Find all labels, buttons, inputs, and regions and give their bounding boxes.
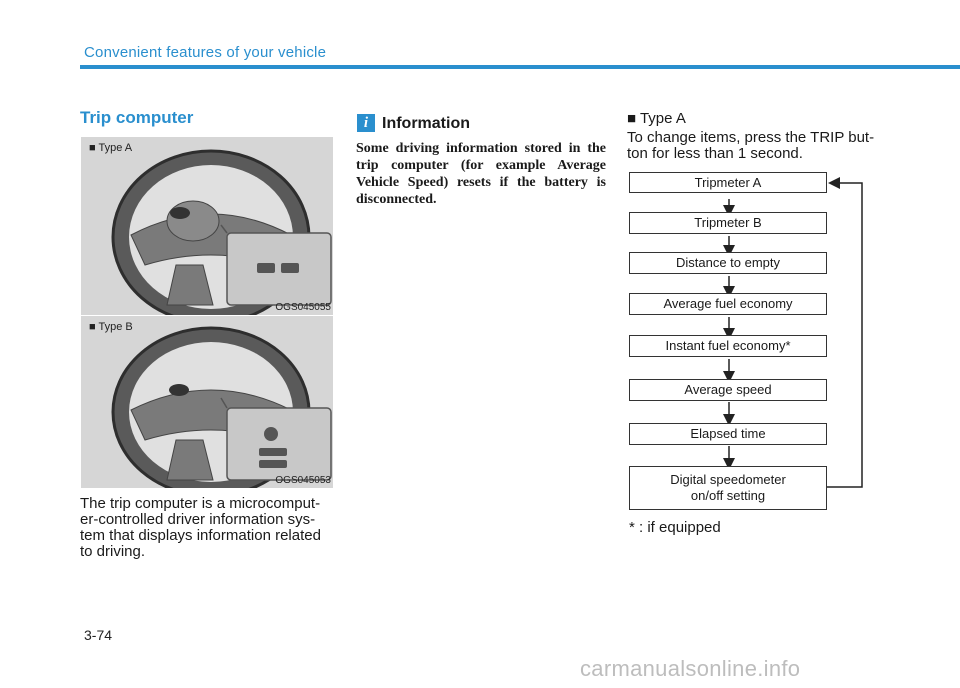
page-number: 3-74 bbox=[84, 627, 113, 643]
instruction-text: To change items, press the TRIP but-ton for less than 1 second. bbox=[627, 129, 875, 162]
footnote: * : if equipped bbox=[629, 519, 721, 536]
flow-item-distance-to-empty: Distance to empty bbox=[629, 252, 827, 274]
flow-item-elapsed-time: Elapsed time bbox=[629, 423, 827, 445]
info-title: Information bbox=[382, 115, 470, 132]
figure-type-b-label: ■ Type B bbox=[89, 321, 133, 333]
info-text: Some driving information stored in the trip computer (for example Average Vehicle Speed) resets if the battery is disconnected. bbox=[356, 141, 606, 207]
flow-item-tripmeter-b: Tripmeter B bbox=[629, 212, 827, 234]
flow-item-average-speed: Average speed bbox=[629, 379, 827, 401]
watermark: carmanualsonline.info bbox=[580, 656, 801, 681]
figure-type-b bbox=[81, 316, 333, 488]
loop-back-arrow bbox=[827, 183, 862, 487]
steering-wheel-a-illustration bbox=[81, 137, 333, 315]
header-title: Convenient features of your vehicle bbox=[84, 44, 327, 61]
header-rule bbox=[80, 65, 960, 69]
info-icon: i bbox=[357, 114, 375, 132]
flow-item-tripmeter-a: Tripmeter A bbox=[629, 172, 827, 193]
flow-item-digital-speedometer: Digital speedometer on/off setting bbox=[629, 466, 827, 510]
flow-item-instant-fuel-economy: Instant fuel economy* bbox=[629, 335, 827, 357]
steering-wheel-b-illustration bbox=[81, 316, 333, 488]
figure-type-a bbox=[81, 137, 333, 315]
figure-type-b-code: OGS045053 bbox=[275, 475, 331, 486]
flow-item-average-fuel-economy: Average fuel economy bbox=[629, 293, 827, 315]
section-title: Trip computer bbox=[80, 108, 194, 127]
body-text: The trip computer is a microcomput-er-controlled driver information sys-tem that displays information related to driving. bbox=[80, 495, 321, 560]
figure-type-a-code: OGS045055 bbox=[275, 302, 331, 313]
type-a-heading: ■ Type A bbox=[627, 110, 686, 127]
figure-type-a-label: ■ Type A bbox=[89, 142, 133, 154]
